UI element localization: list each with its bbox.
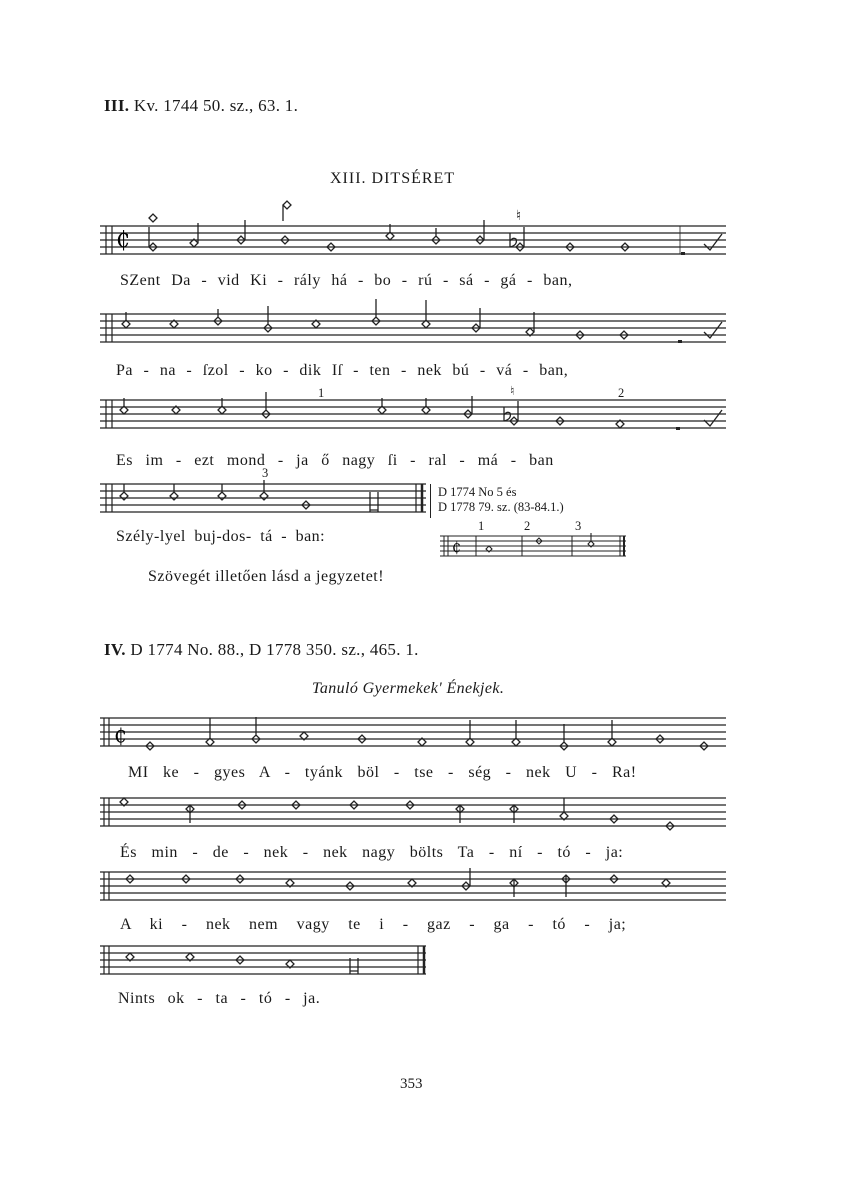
lyric-4-1: MI ke - gyes A - tyánk böl - tse - ség - nek U - Ra!: [128, 764, 637, 781]
section-4-source: D 1774 No. 88., D 1778 350. sz., 465. 1.: [130, 640, 419, 659]
section-3-heading: [104, 96, 298, 116]
section-3-title: XIII. DITSÉRET: [330, 170, 456, 187]
lyric-3-4: Szély-lyel buj-dos- tá - ban:: [116, 528, 326, 545]
staff-4-1: [100, 712, 730, 758]
variant-mark-2: 2: [524, 519, 531, 533]
notes-row-2: [122, 299, 722, 339]
section-4-title: Tanuló Gyermekek' Énekjek.: [312, 680, 505, 697]
section-3-number: III.: [104, 96, 130, 115]
variant-mark-1: 1: [478, 519, 485, 533]
cut-time-icon: ₵: [116, 228, 130, 253]
section-4-number: IV.: [104, 640, 126, 659]
staff-3-2: [100, 292, 730, 354]
lyric-4-3: A ki - nek nem vagy te i - gaz - ga - tó - ja;: [120, 916, 627, 933]
rest-mark: [681, 252, 685, 255]
natural-sign-icon: ♮: [516, 208, 522, 224]
section-3-source: Kv. 1744 50. sz., 63. 1.: [133, 96, 299, 115]
staff-3-3: [100, 384, 730, 446]
svg-text:₵: ₵: [452, 540, 461, 556]
notes-4-2: [120, 798, 674, 830]
variant-staff: [440, 530, 630, 560]
staff-4-2: [100, 792, 730, 838]
staff-4-4: [100, 940, 430, 986]
staff-4-3: [100, 866, 730, 912]
lyric-4-2: És min - de - nek - nek nagy bölts Ta - ní - tó - ja:: [120, 844, 624, 861]
footnote: Szövegét illetően lásd a jegyzetet!: [148, 568, 385, 585]
lyric-4-4: Nints ok - ta - tó - ja.: [118, 990, 321, 1007]
source-note-1: D 1774 No 5 és: [438, 485, 517, 499]
cut-time-icon: ₵: [114, 723, 127, 747]
source-note-2: D 1778 79. sz. (83-84.1.): [438, 500, 564, 514]
variant-mark-3: 3: [575, 519, 582, 533]
mark-1: 1: [318, 386, 325, 400]
page-number: 353: [400, 1076, 423, 1092]
lyric-3-1: SZent Da - vid Ki - rály há - bo - rú - sá - gá - ban,: [120, 272, 573, 289]
lyric-3-3: Es im - ezt mond - ja ő nagy ſi - ral - má - ban: [116, 452, 554, 469]
notes-4-1: [146, 717, 708, 750]
note-divider: [430, 484, 433, 518]
notes-row-3: [120, 392, 722, 428]
notes-4-4: [126, 953, 358, 974]
staff-3-1: [100, 200, 730, 270]
mark-3: 3: [262, 466, 269, 480]
section-4-heading: [104, 640, 419, 660]
mark-2: 2: [618, 386, 625, 400]
lyric-3-2: Pa - na - ſzol - ko - dik Iſ - ten - nek bú - vá - ban,: [116, 362, 569, 379]
natural-sign-label: ♮: [510, 384, 515, 398]
notes-row-4: [120, 480, 378, 512]
